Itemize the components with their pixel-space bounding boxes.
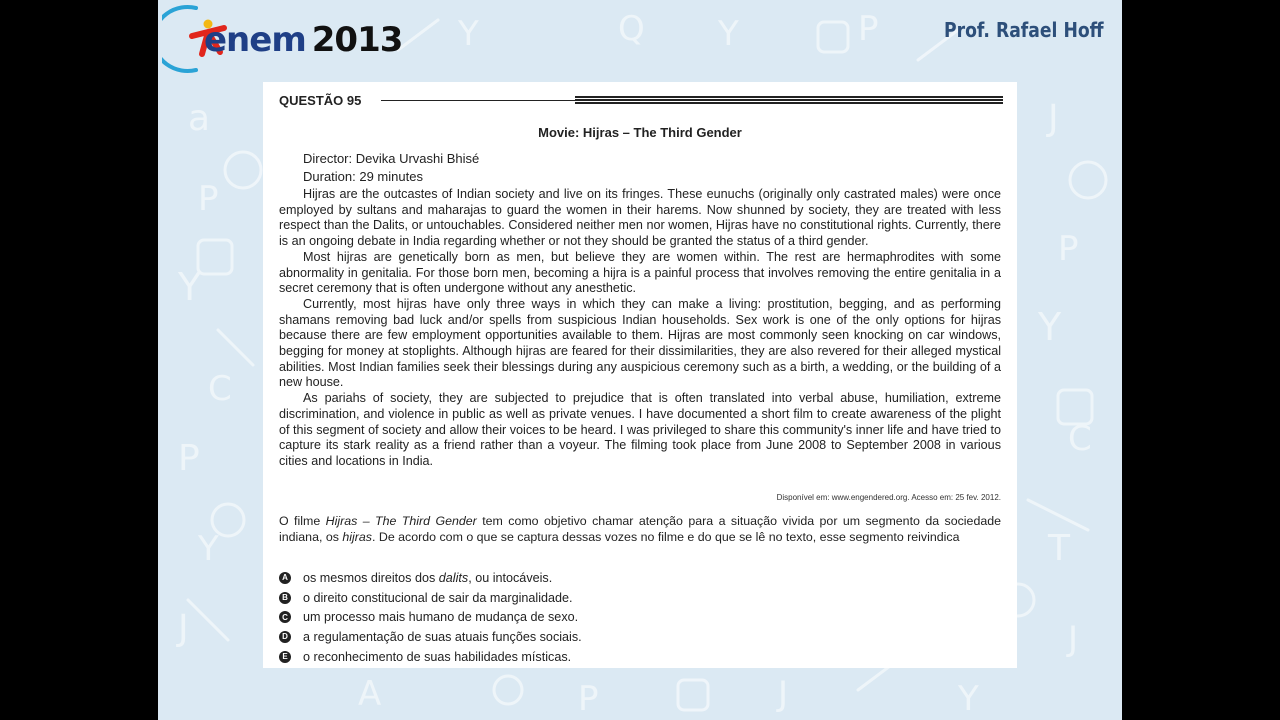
option-letter: D	[279, 631, 291, 643]
logo-name: enem	[204, 20, 306, 60]
slide	[158, 0, 1122, 720]
professor-name: Prof. Rafael Hoff	[944, 18, 1104, 42]
option-text: a regulamentação de suas atuais funções sociais.	[303, 629, 582, 644]
option-letter: A	[279, 572, 291, 584]
paragraph: Most hijras are genetically born as men, but believe they are women within. The rest are hermaphrodites with some abnormality in genitalia. For those born men, becoming a hijra is a painful process that involves removing the entire genitalia in a secret ceremony that is often undergone without any anesthetic.	[279, 249, 1001, 296]
option-letter: E	[279, 651, 291, 663]
svg-text:T: T	[1048, 528, 1070, 569]
svg-text:Y: Y	[1038, 305, 1062, 349]
svg-text:P: P	[198, 179, 219, 219]
svg-text:J: J	[178, 608, 189, 649]
director-line: Director: Devika Urvashi Bhisé	[303, 151, 480, 166]
svg-text:Q: Q	[618, 9, 645, 49]
option-b[interactable]	[279, 588, 582, 608]
option-letter: B	[279, 592, 291, 604]
svg-text:P: P	[1058, 229, 1079, 269]
option-e[interactable]	[279, 647, 582, 667]
film-title: Hijras – The Third Gender	[325, 514, 477, 528]
option-text-part: os mesmos direitos dos	[303, 570, 439, 585]
question-header	[279, 93, 1003, 109]
passage-text	[279, 187, 1001, 470]
option-text	[303, 571, 552, 585]
svg-text:C: C	[1068, 419, 1092, 459]
svg-text:P: P	[858, 9, 879, 49]
hijras-term: hijras	[342, 530, 372, 544]
paragraph: Currently, most hijras have only three ways in which they can make a living: prostitution, begging, and as performing shamans removing bad luck and/or spells from suspicious Indian households. Sex work is one of the only options for hijras because there are few employment opportunities available to them. Hijras are most commonly seen knocking on car windows, begging for money at stoplights. Although hijras are feared for their dissimilarities, they are also revered for their alleged mystical abilities. Most Indian families seek their blessings during any auspicious ceremony such as a birth, a wedding, or the building of a new house.	[279, 296, 1001, 390]
option-text: o reconhecimento de suas habilidades místicas.	[303, 649, 572, 664]
svg-text:A: A	[358, 674, 382, 714]
svg-text:J: J	[1048, 98, 1059, 139]
svg-text:P: P	[178, 438, 200, 479]
paragraph: Hijras are the outcastes of Indian society and live on its fringes. These eunuchs (originally only castrated males) were once employed by sultans and maharajas to guard the women in their harems. Now shunned by society, they are treated with less respect than the Dalits, or untouchables. Considered neither men nor women, Hijras have no constitutional rights. Currently, there is an ongoing debate in India regarding whether or not they should be granted the status of a third gender.	[279, 187, 1001, 249]
svg-text:J: J	[1068, 619, 1079, 659]
option-text: o direito constitucional de sair da marginalidade.	[303, 590, 573, 605]
paragraph: As pariahs of society, they are subjected to prejudice that is often translated into verbal abuse, humiliation, extreme discrimination, and violence in public as well as private venues. I have documented a short film to create awareness of the plight of this segment of society and allow their voices to be heard. I was privileged to share this community's inner life and have tried to capture its stark reality as a friend rather than a voyeur. The filming took place from June 2008 to September 2008 in various cities and locations in India.	[279, 391, 1001, 468]
source-citation: Disponível em: www.engendered.org. Acesso em: 25 fev. 2012.	[776, 493, 1001, 502]
option-c[interactable]	[279, 607, 582, 627]
movie-title: Movie: Hijras – The Third Gender	[538, 125, 742, 140]
prompt-part: O filme	[279, 514, 326, 528]
logo-year: 2013	[311, 20, 403, 60]
duration-line: Duration: 29 minutes	[303, 169, 423, 184]
logo-wordmark	[204, 20, 402, 60]
svg-text:Y: Y	[718, 14, 739, 54]
enem-logo	[162, 2, 422, 74]
option-text-part: , ou intocáveis.	[468, 570, 553, 585]
svg-text:Y: Y	[178, 265, 202, 309]
svg-text:a: a	[188, 98, 211, 139]
svg-text:J: J	[778, 674, 789, 714]
option-text: um processo mais humano de mudança de sexo.	[303, 610, 579, 625]
header-rule-thick	[575, 96, 1003, 105]
answer-options	[279, 568, 582, 666]
svg-text:C: C	[208, 369, 232, 409]
option-d[interactable]	[279, 627, 582, 647]
svg-text:Y: Y	[458, 14, 479, 54]
prompt-part: tem como objetivo chamar atenção para a situação vivida por um segmento da sociedade indiana, os	[279, 514, 1002, 544]
question-number: QUESTÃO 95	[279, 93, 362, 108]
prompt-part: . De acordo com o que se captura dessas vozes no filme e do que se lê no texto, esse segmento reivindica	[371, 530, 960, 544]
option-letter: C	[279, 611, 291, 623]
svg-text:Y: Y	[958, 679, 979, 719]
option-a[interactable]	[279, 568, 582, 588]
question-prompt	[279, 513, 1001, 545]
option-text-italic: dalits	[438, 570, 469, 585]
exam-page	[263, 82, 1017, 668]
svg-text:Y: Y	[198, 529, 219, 569]
svg-text:P: P	[578, 679, 599, 719]
